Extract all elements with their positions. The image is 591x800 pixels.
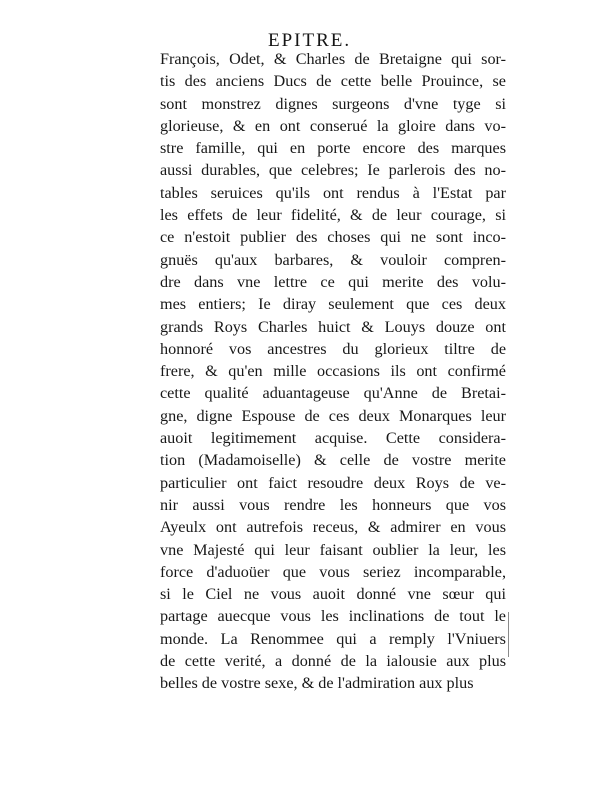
text-line: les effets de leur fidelité, & de leur courage, si — [160, 206, 506, 225]
running-title: EPITRE. — [268, 30, 352, 51]
text-line: glorieuse, & en ont conserué la gloire dans vo- — [160, 116, 506, 135]
text-line: de cette verité, a donné de la ialousie aux plus — [160, 652, 506, 671]
margin-mark — [508, 612, 509, 657]
text-line: gnuës qu'aux barbares, & vouloir compren- — [160, 250, 506, 269]
text-line: vne Majesté qui leur faisant oublier la leur, les — [160, 540, 506, 559]
text-line: dre dans vne lettre ce qui merite des volu- — [160, 272, 506, 291]
text-line: frere, & qu'en mille occasions ils ont confirmé — [160, 362, 506, 381]
text-line: François, Odet, & Charles de Bretaigne qui sor- — [160, 50, 506, 68]
text-line: grands Roys Charles huict & Louys douze ont — [160, 317, 506, 336]
text-line: Ayeulx ont autrefois receus, & admirer en vous — [160, 518, 506, 537]
text-line: monde. La Renommee qui a remply l'Vniuers — [160, 629, 506, 648]
text-line: sont monstrez dignes surgeons d'vne tyge si — [160, 94, 506, 113]
text-line: ce n'estoit publier des choses qui ne sont inco- — [160, 228, 506, 247]
text-line: cette qualité aduantageuse qu'Anne de Bretai- — [160, 384, 506, 403]
text-line: gne, digne Espouse de ces deux Monarques leur — [160, 406, 506, 425]
text-line: particulier ont faict resoudre deux Roys de ve- — [160, 473, 506, 492]
text-line: mes entiers; Ie diray seulement que ces deux — [160, 295, 506, 314]
text-line: si le Ciel ne vous auoit donné vne sœur qui — [160, 585, 506, 604]
text-line: partage auecque vous les inclinations de tout le — [160, 607, 506, 626]
text-line: honnoré vos ancestres du glorieux tiltre de — [160, 339, 506, 358]
text-line: force d'aduoüer que vous seriez incomparable, — [160, 562, 506, 581]
text-line: tables seruices qu'ils ont rendus à l'Estat par — [160, 183, 506, 202]
text-line: aussi durables, que celebres; Ie parlerois des no- — [160, 161, 506, 180]
epistle-text — [160, 48, 506, 695]
text-line: tion (Madamoiselle) & celle de vostre merite — [160, 451, 506, 470]
text-line: tis des anciens Ducs de cette belle Prouince, se — [160, 72, 506, 91]
text-line: auoit legitimement acquise. Cette considera- — [160, 429, 506, 448]
text-line: nir aussi vous rendre les honneurs que vos — [160, 495, 506, 514]
text-line: stre famille, qui en porte encore des marques — [160, 139, 506, 158]
text-line: belles de vostre sexe, & de l'admiration aux plus — [160, 674, 474, 693]
